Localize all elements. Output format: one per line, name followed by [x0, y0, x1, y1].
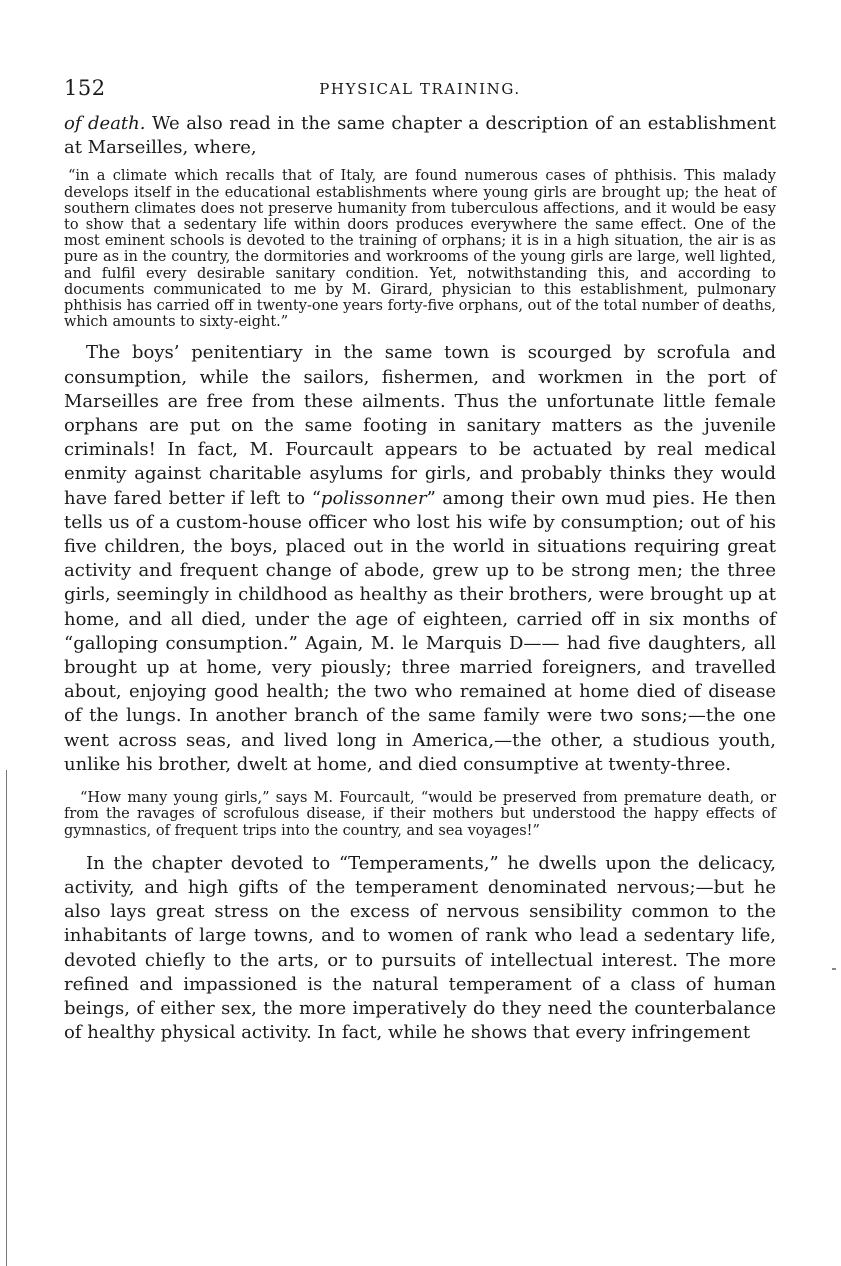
page-number: 152	[64, 76, 106, 100]
book-page	[64, 76, 776, 1045]
paragraph-temperaments: In the chapter devoted to “Temperaments,” he dwells upon the delicacy, activity, and high gifts of the temperament denominated nervous;—but he also lays great stress on the excess of nervous sensibility common to the inhabitants of large towns, and to women of rank who lead a sedentary life, devoted chiefly to the arts, or to pursuits of intellectual interest. The more refined and impassioned is the natural temperament of a class of human beings, of either sex, the more imperatively do they need the counterbalance of healthy physical activity. In fact, while he shows that every infringement	[64, 852, 776, 1044]
paragraph-text: The boys’ penitentiary in the same town is scourged by scrofula and consumption, while the sailors, fishermen, and workmen in the port of Marseilles are free from these ailments. Thus the unfortunate little female orphans are put on the same footing in sanitary matters as the juvenile criminals! In fact, M. Fourcault appears to be actuated by real medical enmity against charitable asylums for girls, and probably thinks they would have fared better if left to “	[64, 342, 776, 509]
paragraph-text: We also read in the same chapter a description of an establishment at Marseilles, where,	[64, 113, 776, 159]
italic-word: polissonner	[320, 487, 427, 509]
block-quote-fourcault: “How many young girls,” says M. Fourcault, “would be preserved from premature death, or from the ravages of scrofulous disease, if their mothers but understood the happy effects of gymnastics, of frequent trips into the country, and sea voyages!”	[64, 790, 776, 839]
paragraph-penitentiary	[64, 341, 776, 777]
running-title: PHYSICAL TRAINING.	[319, 80, 521, 98]
page-edge-line	[6, 770, 7, 1266]
italic-phrase: of death.	[64, 113, 146, 134]
running-head	[64, 76, 776, 104]
block-quote-marseilles: “in a climate which recalls that of Italy, are found numerous cases of phthisis. This malady develops itself in the educational establishments where young girls are brought up; the heat of southern climates does not preserve humanity from tuberculous affections, and it would be easy to show that a sedentary life within doors produces everywhere the same effect. One of the most eminent schools is devoted to the training of orphans; it is in a high situation, the air is as pure as in the country, the dormitories and workrooms of the young girls are large, well lighted, and fulfil every desirable sanitary condition. Yet, notwithstanding this, and according to documents communicated to me by M. Girard, physician to this establishment, pulmonary phthisis has carried off in twenty-one years forty-five orphans, out of the total number of deaths, which amounts to sixty-eight.”	[64, 168, 776, 331]
margin-mark	[832, 968, 836, 970]
paragraph-text: ” among their own mud pies. He then tells us of a custom-house officer who lost his wife by consumption; out of his five children, the boys, placed out in the world in situations requiring great activity and frequent change of abode, grew up to be strong men; the three girls, seemingly in childhood as healthy as their brothers, were brought up at home, and all died, under the age of eighteen, carried off in six months of “galloping consumption.” Again, M. le Marquis D—— had five daughters, all brought up at home, very piously; three married foreigners, and travelled about, enjoying good health; the two who remained at home died of disease of the lungs. In another branch of the same family were two sons;—the one went across seas, and lived long in America,—the other, a studious youth, unlike his brother, dwelt at home, and died consumptive at twenty-three.	[64, 487, 776, 775]
paragraph-continued	[64, 112, 776, 160]
